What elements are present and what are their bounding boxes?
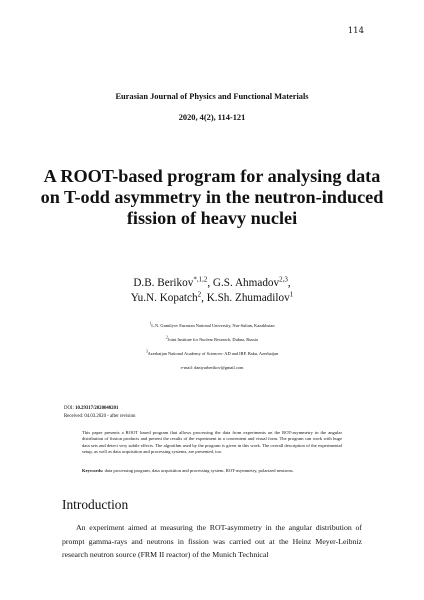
- author-affiliation-marker: *,1,2: [193, 275, 208, 284]
- affiliation-text: Joint Institute for Nuclear Research, Dubna, Russia: [167, 337, 259, 342]
- abstract-text: This paper presents a ROOT based program that allows processing the data from experiments on the ROT-asymmetry in the angular distribution of fission products and present the results of the experiment in a convenient and visual form. The program can work with huge data sets and detect very subtle effects. The algorithm used by the program is given in this work. The overall description of the experimental setup, as well as data acquisition and processing systems, are presented, too.: [82, 430, 342, 454]
- doi-link[interactable]: 10.29317/2020040201: [75, 406, 119, 411]
- page-number: 114: [347, 26, 364, 36]
- keywords-text: data processing program, data acquisition and processing system, ROT-asymmetry, polarized neutrons.: [104, 468, 294, 473]
- author-name: K.Sh. Zhumadilov: [206, 292, 290, 304]
- affiliation-number: 2: [165, 335, 168, 340]
- author-list: D.B. Berikov$^{*,1,2}$, G.S. Ahmadov$^{2,3}$, Yu.N. Kopatch$^2$, K.Sh. Zhumadilov$^1$: [130, 275, 294, 304]
- section-heading-introduction: Introduction: [62, 497, 129, 512]
- author-affiliation-marker: 1: [289, 290, 294, 299]
- author-name: G.S. Ahmadov: [212, 277, 280, 289]
- journal-name: Eurasian Journal of Physics and Functional Materials: [115, 92, 309, 101]
- paper-title: A ROOT-based program for analysing data on T-odd asymmetry in the neutron-induced fission of heavy nuclei: [40, 166, 384, 228]
- affiliation-line: [0, 351, 424, 356]
- keywords-line: [82, 468, 342, 474]
- affiliation-line: [0, 323, 424, 328]
- affiliation-number: 3: [145, 349, 148, 354]
- keywords-label: Keywords:: [82, 468, 104, 473]
- author-name: Yu.N. Kopatch: [130, 292, 198, 304]
- journal-issue: 2020, 4(2), 114-121: [178, 113, 246, 122]
- author-affiliation-marker: 2: [197, 290, 202, 299]
- affiliation-text: L.N. Gumilyov Eurasian National University, Nur-Sultan, Kazakhstan: [151, 323, 275, 328]
- contact-email[interactable]: e-mail: daniyarberikov@gmail.com: [180, 365, 244, 370]
- received-date: Received: 04.03.2020 - after revision: [64, 414, 136, 419]
- affiliation-line: [0, 337, 424, 342]
- author-affiliation-marker: 2,3: [279, 275, 288, 284]
- affiliation-text: Azerbaijan National Academy of Sciences- AD and IRP, Baku, Azerbaijan: [147, 351, 279, 356]
- author-name: D.B. Berikov: [133, 277, 194, 289]
- doi-line: [64, 406, 118, 411]
- affiliation-number: 1: [149, 321, 152, 326]
- introduction-paragraph: An experiment aimed at measuring the ROT-asymmetry in the angular distribution of prompt gamma-rays and neutrons in fission was carried out at the Heinz Meyer-Leibniz research neutron source (FRM II reactor) of the Munich Technical: [62, 523, 362, 559]
- doi-label: DOI:: [64, 406, 74, 411]
